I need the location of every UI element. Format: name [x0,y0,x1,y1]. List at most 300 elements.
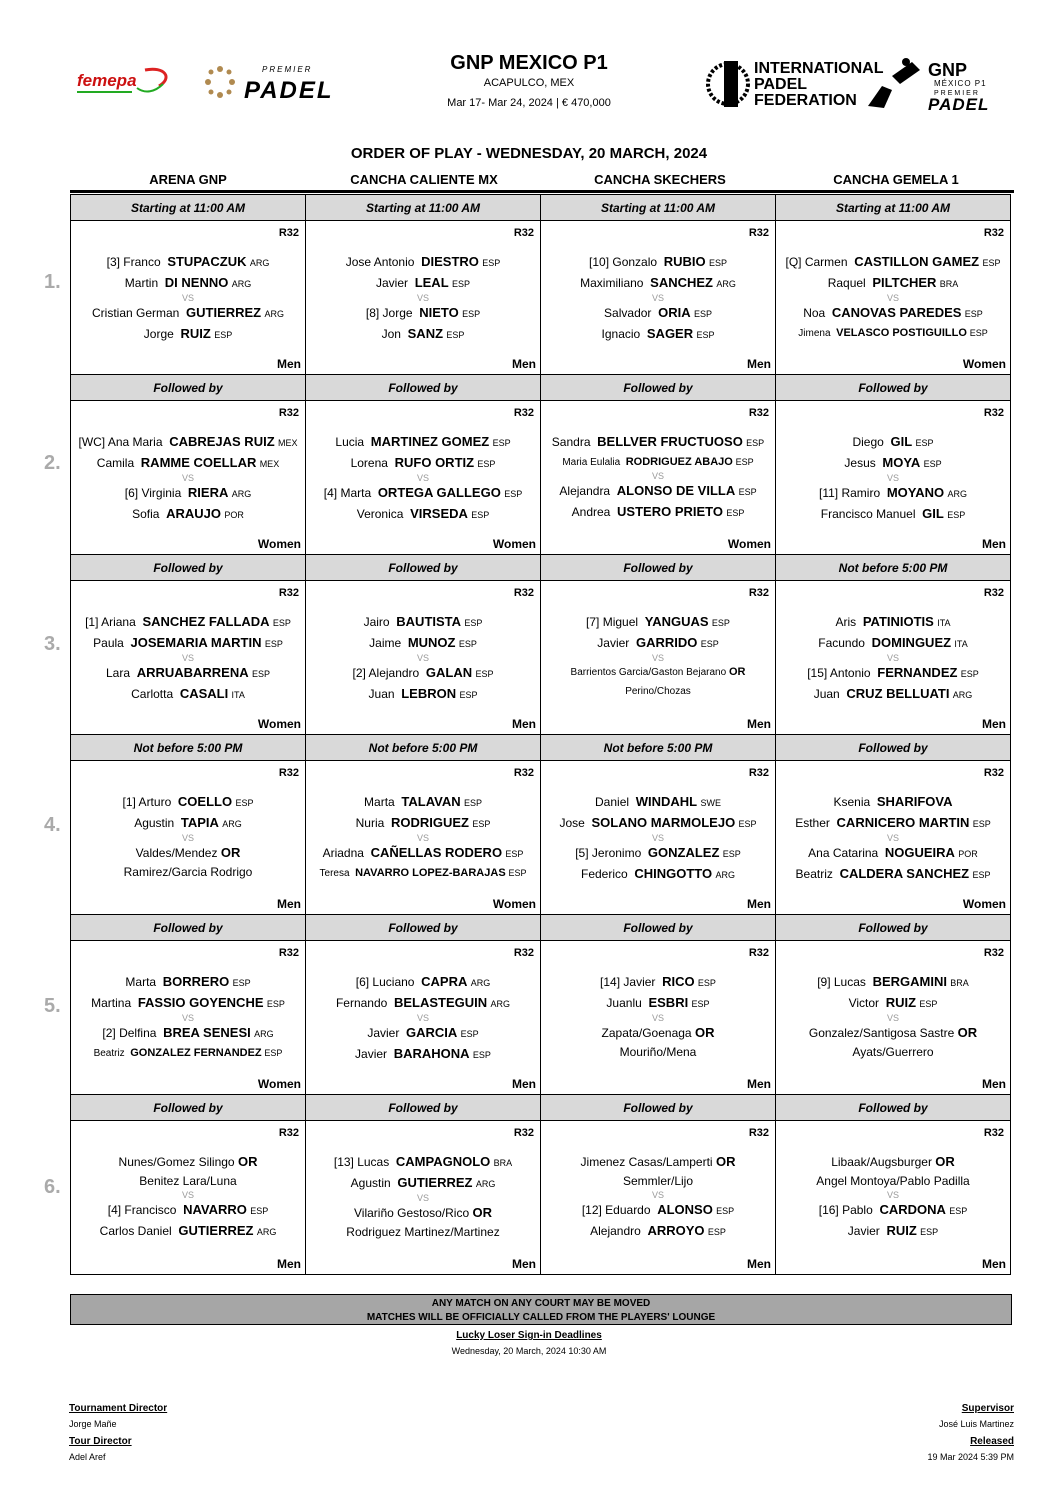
player-first-name: Federico [581,867,628,881]
player-last-name: LEAL [414,275,449,290]
player-last-name: BERGAMINI [872,974,947,989]
player-nationality: ESP [264,1048,283,1058]
team-pairing-line [541,1023,775,1043]
match-order-number: 3. [44,633,61,655]
category-label: Women [257,537,301,551]
category-label: Men [747,1077,771,1091]
player-nationality: ITA [231,690,245,700]
player-line [776,864,1010,885]
tournament-dates-prize: Mar 17- Mar 24, 2024 | € 470,000 [447,97,611,109]
player-first-name: [7] Miguel [586,615,639,629]
category-label: Men [747,1257,771,1271]
match-players [776,252,1010,343]
player-nationality: ESP [711,618,730,628]
start-time-label: Followed by [305,374,541,401]
player-line [71,303,305,324]
player-last-name: BORRERO [162,974,230,989]
player-nationality: ESP [460,1029,479,1039]
player-first-name: Beatriz [795,867,833,881]
lucky-loser-heading: Lucky Loser Sign-in Deadlines [456,1330,602,1341]
player-first-name: Aris [835,615,857,629]
player-line [71,612,305,633]
match-card [775,940,1011,1095]
round-label: R32 [748,587,769,599]
supervisor-name: José Luis Martinez [938,1419,1014,1429]
vs-label: VS [886,833,899,843]
round-label: R32 [278,407,299,419]
player-line [776,633,1010,654]
player-last-name: BAUTISTA [396,614,462,629]
team-pairing-line [776,1172,1010,1191]
vs-label: VS [651,471,664,481]
player-line [71,792,305,813]
category-label: Men [747,897,771,911]
round-label: R32 [278,947,299,959]
player-last-name: RODRIGUEZ ABAJO [625,456,733,468]
player-line [306,663,540,684]
player-line [71,453,305,474]
player-first-name: Ariadna [322,846,364,860]
svg-text:MÉXICO P1: MÉXICO P1 [934,79,987,88]
match-card [540,1120,776,1275]
svg-text:GNP: GNP [928,60,968,80]
header-divider [70,190,1014,193]
player-nationality: MEX [278,438,298,448]
vs-label: VS [886,473,899,483]
round-label: R32 [983,587,1004,599]
round-label: R32 [513,1127,534,1139]
player-line [541,324,775,345]
team-pairing-line [541,663,775,682]
player-nationality: ESP [463,798,482,808]
player-nationality: ESP [960,669,979,679]
player-line [776,843,1010,864]
player-last-name: GONZALEZ FERNANDEZ [130,1047,262,1059]
start-time-label: Followed by [540,914,776,941]
player-last-name: COELLO [177,794,233,809]
player-first-name: Francisco Manuel [820,507,916,521]
player-first-name: Agustin [134,816,175,830]
player-last-name: CASTILLON GAMEZ [854,254,980,269]
player-line [776,432,1010,453]
team-pairing-line [306,1223,540,1242]
player-first-name: Alejandra [559,484,611,498]
team-pairing: Ayats/Guerrero [852,1045,934,1059]
time-band-row [70,194,1014,221]
player-last-name: GALAN [425,665,473,680]
player-last-name: GUTIERREZ [186,305,262,320]
round-label: R32 [983,947,1004,959]
player-nationality: ARG [490,999,511,1009]
start-time-label: Followed by [775,374,1011,401]
player-last-name: RUIZ [886,1223,917,1238]
player-first-name: Camila [96,456,135,470]
player-last-name: MUNOZ [407,635,456,650]
notice-banner [70,1294,1012,1325]
vs-label: VS [181,653,194,663]
player-line [306,633,540,654]
match-row [70,581,1014,734]
category-label: Men [277,357,301,371]
player-nationality: ESP [251,669,270,679]
player-line [306,864,540,883]
international-padel-federation-logo [706,57,884,111]
player-nationality: ESP [264,639,283,649]
player-nationality: SWE [700,798,721,808]
player-first-name: [9] Lucas [817,975,866,989]
start-time-label: Followed by [540,554,776,581]
match-order-number: 4. [44,814,61,836]
start-time-label: Followed by [305,554,541,581]
player-last-name: GARCIA [406,1025,458,1040]
player-first-name: Juanlu [606,996,642,1010]
player-nationality: ARG [222,819,242,829]
player-last-name: CAPRA [421,974,468,989]
player-last-name: BREA SENESI [163,1025,251,1040]
match-card [540,940,776,1095]
player-nationality: ESP [915,438,934,448]
player-nationality: ARG [231,279,252,289]
player-line [306,303,540,324]
player-first-name: Juan [813,687,840,701]
match-players [776,792,1010,885]
player-last-name: SAGER [646,326,694,341]
start-time-label: Followed by [775,914,1011,941]
player-nationality: ESP [250,1206,269,1216]
player-first-name: Jose [559,816,585,830]
player-last-name: FERNANDEZ [877,665,958,680]
court-name: ARENA GNP [149,172,227,187]
team-pairing: Perino/Chozas [625,686,691,697]
player-nationality: ARG [952,690,973,700]
player-line [306,792,540,813]
player-last-name: RUFO ORTIZ [394,455,475,470]
player-first-name: [1] Arturo [122,795,172,809]
match-row [70,1121,1014,1274]
vs-label: VS [416,1193,429,1203]
schedule-grid [70,194,1014,1274]
match-card [775,220,1011,375]
player-last-name: RICO [662,974,695,989]
player-first-name: Maria Eulalia [562,457,621,468]
player-line [71,273,305,294]
player-line [71,1023,305,1044]
player-last-name: SANZ [407,326,444,341]
player-nationality: ESP [746,438,765,448]
player-line [776,1200,1010,1221]
team-pairing-line [306,1203,540,1223]
player-last-name: NAVARRO LOPEZ-BARAJAS [355,867,506,879]
player-first-name: Javier [376,276,409,290]
player-line [541,612,775,633]
player-line [776,663,1010,684]
start-time-label: Starting at 11:00 AM [70,194,306,221]
player-first-name: Marta [364,795,395,809]
player-line [541,481,775,502]
team-pairing-line [541,1043,775,1062]
svg-text:INTERNATIONAL: INTERNATIONAL [754,60,884,77]
player-first-name: Jaime [369,636,402,650]
player-first-name: Noa [803,306,826,320]
player-first-name: [6] Luciano [355,975,415,989]
svg-text:PREMIER: PREMIER [934,90,980,97]
match-card [775,760,1011,915]
player-nationality: ESP [446,330,465,340]
player-last-name: DOMINGUEZ [871,635,952,650]
player-last-name: CRUZ BELLUATI [846,686,950,701]
player-last-name: MOYA [882,455,921,470]
round-label: R32 [278,1127,299,1139]
player-nationality: ESP [471,510,490,520]
player-line [541,303,775,324]
player-line [541,502,775,523]
tournament-director-label: Tournament Director [69,1403,168,1414]
player-first-name: [2] Delfina [102,1026,157,1040]
match-players [776,972,1010,1062]
player-first-name: [10] Gonzalo [589,255,658,269]
match-players [71,1152,305,1242]
player-line [306,972,540,993]
match-players [71,432,305,525]
notice-line: MATCHES WILL BE OFFICIALLY CALLED FROM THE PLAYERS' LOUNGE [366,1312,716,1323]
released-label: Released [970,1436,1014,1447]
time-band-row [70,374,1014,401]
player-line [71,432,305,453]
svg-text:PADEL: PADEL [754,76,808,93]
player-last-name: JOSEMARIA MARTIN [130,635,262,650]
player-first-name: Lorena [350,456,388,470]
round-label: R32 [278,767,299,779]
match-card [305,580,541,735]
player-first-name: [16] Pablo [818,1203,873,1217]
player-first-name: [3] Franco [106,255,161,269]
player-nationality: ESP [738,819,757,829]
category-label: Women [492,897,536,911]
player-last-name: NIETO [419,305,459,320]
player-nationality: ESP [458,639,477,649]
category-label: Women [257,717,301,731]
start-time-label: Followed by [70,914,306,941]
player-line [71,684,305,705]
category-label: Men [982,717,1006,731]
player-last-name: ARRUABARRENA [136,665,249,680]
player-first-name: [1] Ariana [85,615,136,629]
femepa-logo-text: femepa [77,71,137,90]
player-last-name: CHINGOTTO [634,866,713,881]
player-first-name: Cristian German [91,306,180,320]
category-label: Women [727,537,771,551]
player-last-name: ALONSO DE VILLA [616,483,736,498]
player-line [71,1044,305,1063]
player-first-name: Andrea [571,505,611,519]
start-time-label: Followed by [70,1094,306,1121]
player-first-name: [13] Lucas [333,1155,390,1169]
match-card [305,220,541,375]
team-pairing-line [71,843,305,863]
player-last-name: DI NENNO [164,275,229,290]
player-nationality: ESP [505,849,524,859]
player-first-name: Jose Antonio [345,255,415,269]
time-band-row [70,734,1014,761]
match-card [775,1120,1011,1275]
team-pairing: Ramirez/Garcia Rodrigo [123,865,253,879]
category-label: Men [512,357,536,371]
match-card [70,580,306,735]
match-card [70,760,306,915]
court-name: CANCHA CALIENTE MX [350,172,498,187]
player-last-name: RUIZ [180,326,211,341]
match-card [540,220,776,375]
player-first-name: Martin [124,276,159,290]
player-first-name: Ignacio [601,327,641,341]
player-line [71,813,305,834]
vs-label: VS [886,653,899,663]
category-label: Women [962,357,1006,371]
match-card [540,580,776,735]
team-pairing: Zapata/Goenaga [601,1026,692,1040]
round-label: R32 [983,227,1004,239]
player-last-name: GONZALEZ [647,845,720,860]
ipf-ball-icon [708,61,748,107]
match-card [70,1120,306,1275]
player-last-name: GUTIERREZ [178,1223,254,1238]
player-nationality: BRA [950,978,969,988]
player-last-name: GUTIERREZ [397,1175,473,1190]
player-line [306,813,540,834]
vs-label: VS [416,473,429,483]
player-first-name: Ana Catarina [808,846,879,860]
player-nationality: ESP [475,669,494,679]
vs-label: VS [416,1013,429,1023]
player-first-name: Jairo [363,615,390,629]
category-label: Women [257,1077,301,1091]
player-first-name: Salvador [604,306,652,320]
player-nationality: ARG [716,279,736,289]
match-players [306,792,540,883]
player-last-name: ORTEGA GALLEGO [377,485,501,500]
player-nationality: ESP [472,819,491,829]
player-nationality: ESP [923,459,942,469]
player-line [306,504,540,525]
player-last-name: SHARIFOVA [876,794,953,809]
player-nationality: ARG [264,309,284,319]
player-first-name: Teresa [319,868,350,879]
team-pairing: Gonzalez/Santigosa Sastre [808,1026,955,1040]
player-nationality: ARG [715,870,735,880]
player-line [776,483,1010,504]
match-players [541,252,775,345]
category-label: Men [277,1257,301,1271]
player-nationality: POR [224,510,244,520]
vs-label: VS [651,1190,664,1200]
player-nationality: ESP [722,849,741,859]
player-line [776,792,1010,813]
player-nationality: ESP [726,508,745,518]
player-line [776,612,1010,633]
player-nationality: ARG [470,978,491,988]
player-nationality: ESP [492,438,511,448]
player-last-name: GIL [922,506,944,521]
player-line [541,1200,775,1221]
player-last-name: LEBRON [401,686,457,701]
or-label: OR [237,1154,258,1169]
player-line [541,843,775,864]
player-first-name: [6] Virginia [124,486,182,500]
player-line [776,324,1010,343]
player-first-name: Lucia [335,435,365,449]
player-first-name: Sofia [132,507,160,521]
team-pairing-line [776,1152,1010,1172]
player-line [541,1221,775,1242]
vs-label: VS [651,833,664,843]
player-last-name: ESBRI [648,995,689,1010]
player-first-name: Marta [125,975,157,989]
player-first-name: Jorge [143,327,174,341]
match-players [306,612,540,705]
start-time-label: Followed by [540,374,776,401]
player-line [776,1221,1010,1242]
player-first-name: Alejandro [590,1224,641,1238]
match-card [305,760,541,915]
team-pairing-line [541,1152,775,1172]
player-nationality: ESP [482,258,501,268]
team-pairing-line [541,682,775,701]
player-line [71,663,305,684]
order-of-play-title: ORDER OF PLAY - WEDNESDAY, 20 MARCH, 2024 [350,145,708,162]
vs-label: VS [181,1190,194,1200]
player-nationality: MEX [259,459,280,469]
player-nationality: ESP [700,639,719,649]
player-nationality: ESP [969,328,988,338]
team-pairing-line [71,863,305,882]
match-players [541,612,775,701]
category-label: Men [747,717,771,731]
player-first-name: Ksenia [833,795,871,809]
player-line [306,1152,540,1173]
match-row [70,221,1014,374]
team-pairing-line [776,1023,1010,1043]
player-line [306,483,540,504]
player-last-name: STUPACZUK [167,254,247,269]
player-line [776,273,1010,294]
player-first-name: Fernando [335,996,388,1010]
team-pairing-line [71,1172,305,1191]
player-line [306,324,540,345]
player-line [306,453,540,474]
player-last-name: TALAVAN [401,794,461,809]
player-last-name: CABREJAS RUIZ [169,434,275,449]
start-time-label: Not before 5:00 PM [540,734,776,761]
player-nationality: ESP [949,1206,968,1216]
player-first-name: Jesus [844,456,876,470]
player-last-name: BELLVER FRUCTUOSO [597,434,743,449]
round-label: R32 [748,227,769,239]
round-label: R32 [513,587,534,599]
round-label: R32 [278,587,299,599]
player-first-name: Nuria [355,816,385,830]
round-label: R32 [748,1127,769,1139]
player-last-name: PILTCHER [872,275,937,290]
player-first-name: Jimena [798,328,831,339]
player-first-name: Javier [847,1224,880,1238]
round-label: R32 [278,227,299,239]
player-line [306,1044,540,1065]
player-last-name: GIL [890,434,913,449]
supervisor-label: Supervisor [961,1403,1014,1414]
player-first-name: [4] Francisco [107,1203,177,1217]
player-first-name: Carlos Daniel [99,1224,172,1238]
player-nationality: ESP [504,489,523,499]
